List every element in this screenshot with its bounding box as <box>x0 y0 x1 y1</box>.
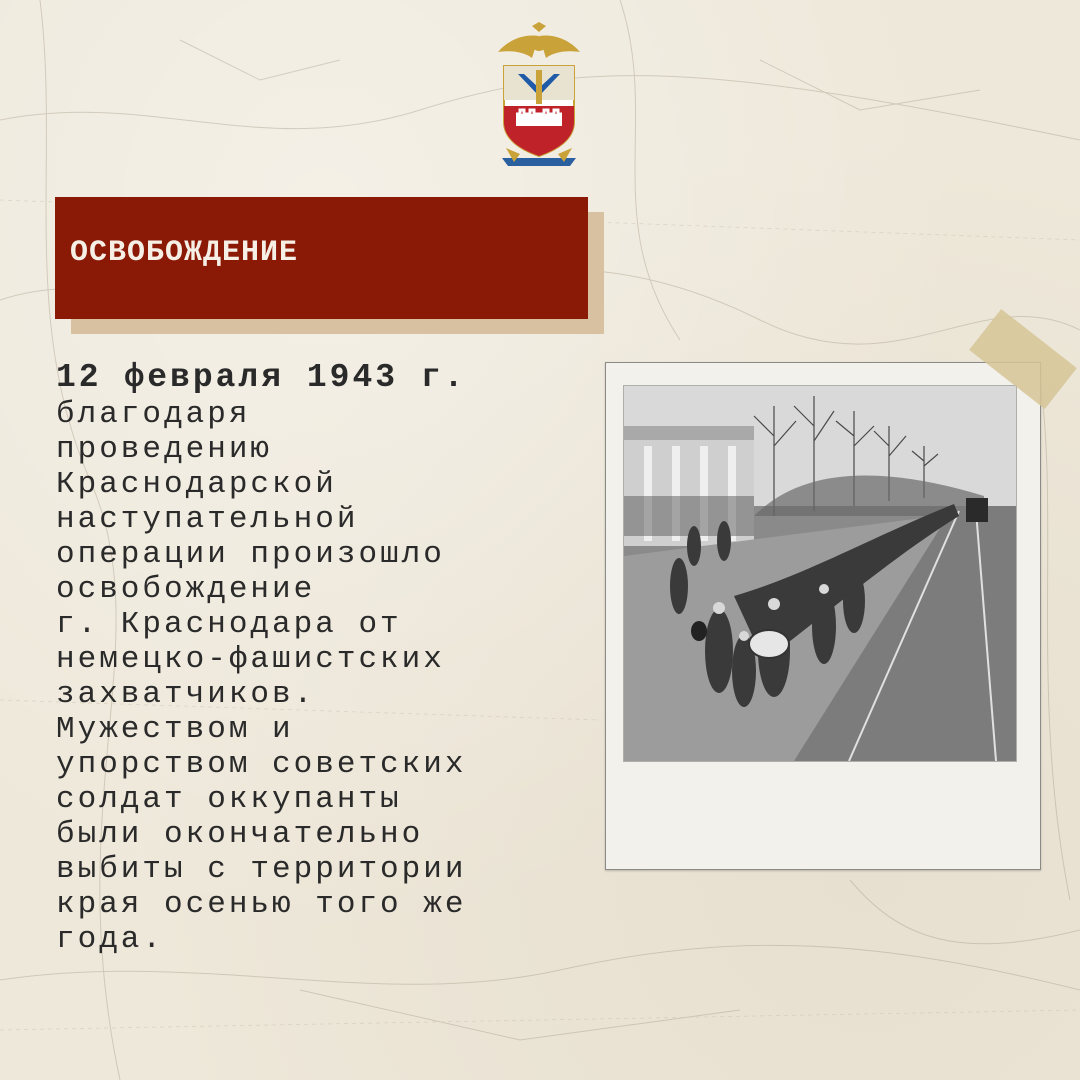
historical-photo-soldiers-marching-icon <box>624 386 1016 761</box>
article-line: края осенью того же <box>56 887 467 922</box>
article-date: 12 февраля 1943 г. <box>56 359 467 396</box>
article-line: упорством советских <box>56 747 467 782</box>
article-line: немецко-фашистских <box>56 642 445 677</box>
article-line: благодаря <box>56 397 251 432</box>
article-line: захватчиков. <box>56 677 316 712</box>
article-line: освобождение <box>56 572 316 607</box>
article-line: Краснодарской <box>56 467 337 502</box>
article-text <box>56 360 596 957</box>
page-title: ОСВОБОЖДЕНИЕ <box>70 236 299 270</box>
article-line: Мужеством и <box>56 712 294 747</box>
article-line: года. <box>56 922 165 957</box>
article-line: выбиты с территории <box>56 852 467 887</box>
article-line: были окончательно <box>56 817 424 852</box>
article-line: солдат оккупанты <box>56 782 402 817</box>
police-emblem-icon <box>496 22 582 168</box>
article-line: наступательной <box>56 502 359 537</box>
historical-photo <box>623 385 1017 762</box>
article-line: г. Краснодара от <box>56 607 402 642</box>
article-line: операции произошло <box>56 537 445 572</box>
article-line: проведению <box>56 432 273 467</box>
